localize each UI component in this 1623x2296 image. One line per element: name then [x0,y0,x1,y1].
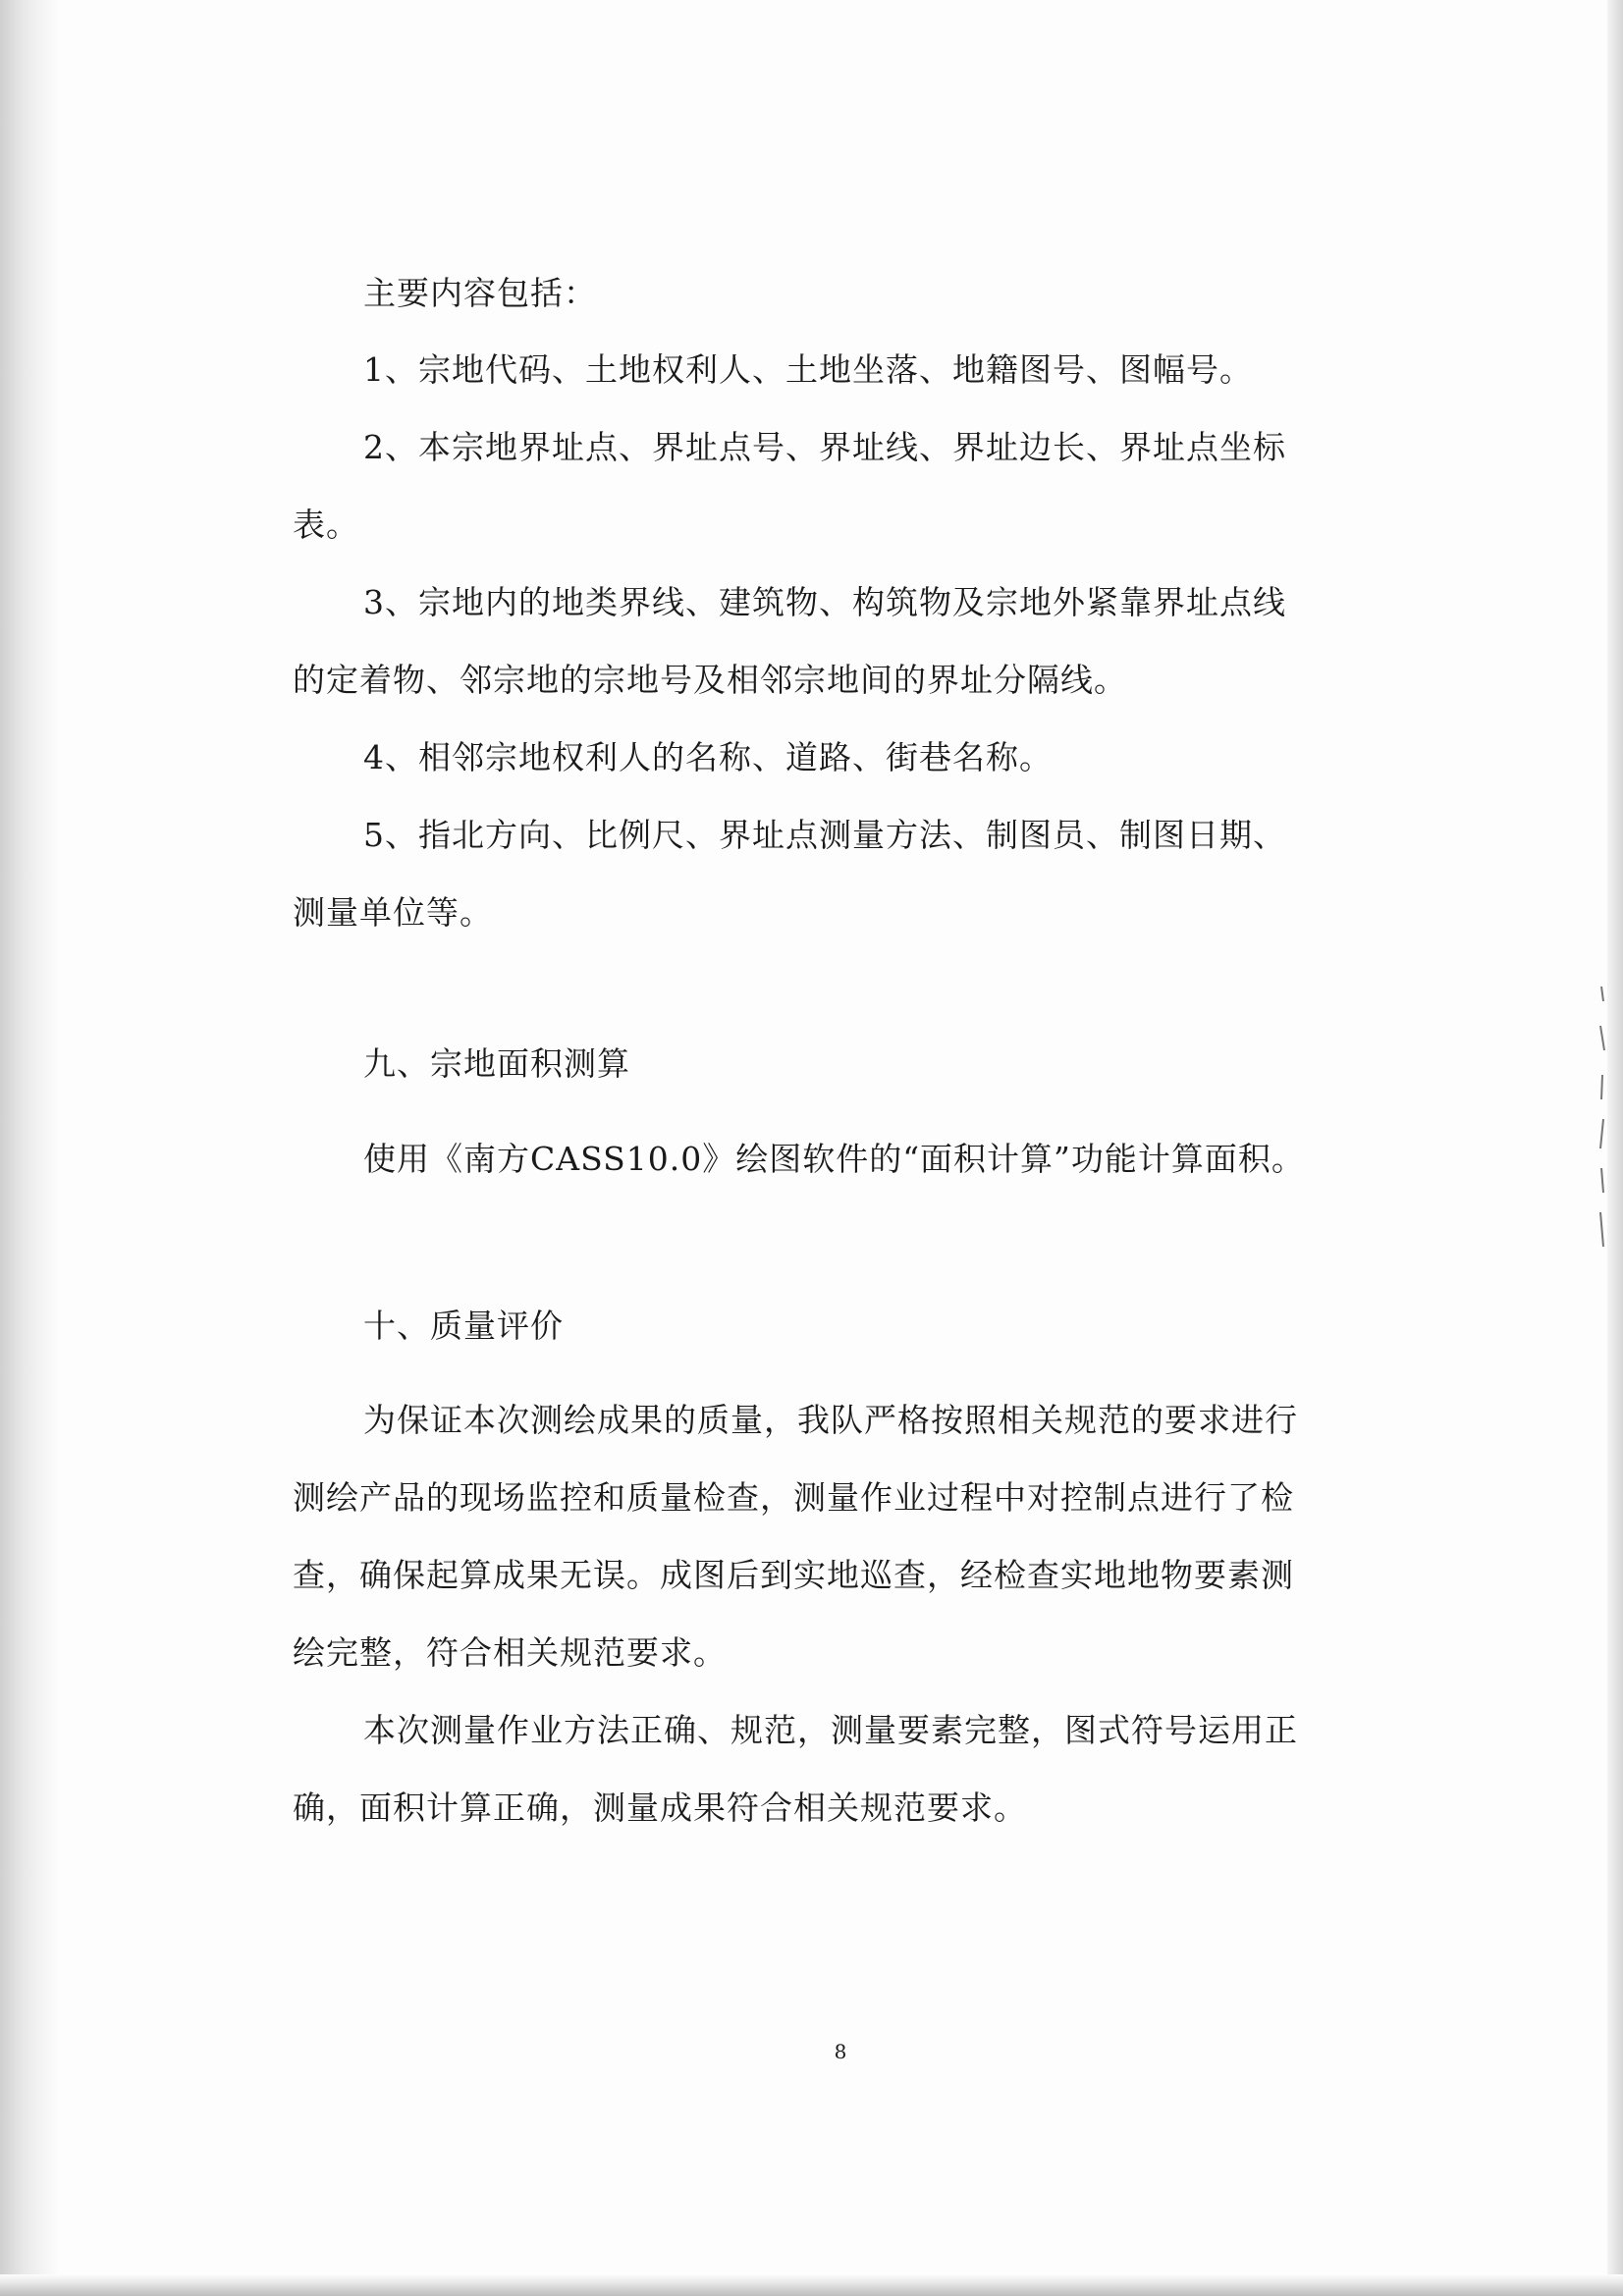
list-item-2-line-1: 2、本宗地界址点、界址点号、界址线、界址边长、界址点坐标 [363,428,1286,466]
section10-para1-line-1: 为保证本次测绘成果的质量，我队严格按照相关规范的要求进行 [363,1401,1298,1439]
list-item-5-line-2: 测量单位等。 [293,893,493,932]
section9-heading: 九、宗地面积测算 [363,1044,630,1083]
list-item-3-line-1: 3、宗地内的地类界线、建筑物、构筑物及宗地外紧靠界址点线 [363,583,1286,621]
section10-para1-line-3: 查，确保起算成果无误。成图后到实地巡查，经检查实地地物要素测 [293,1556,1294,1594]
section10-para1-line-4: 绘完整，符合相关规范要求。 [293,1633,727,1672]
page-number: 8 [834,2040,847,2063]
list-item-5-line-1: 5、指北方向、比例尺、界址点测量方法、制图员、制图日期、 [363,816,1286,854]
section9-body: 使用《南方CASS10.0》绘图软件的“面积计算”功能计算面积。 [363,1140,1305,1178]
list-item-2-line-2: 表。 [293,506,359,544]
list-item-4: 4、相邻宗地权利人的名称、道路、街巷名称。 [363,738,1053,776]
scan-edge-bottom [0,2274,1623,2296]
section10-heading: 十、质量评价 [363,1307,564,1345]
binding-marks [1596,982,1609,1256]
list-item-1: 1、宗地代码、土地权利人、土地坐落、地籍图号、图幅号。 [363,350,1253,389]
scan-edge-right [1607,0,1623,2296]
section10-para2-line-1: 本次测量作业方法正确、规范，测量要素完整，图式符号运用正 [363,1711,1298,1749]
section10-para1-line-2: 测绘产品的现场监控和质量检查，测量作业过程中对控制点进行了检 [293,1478,1294,1517]
list-item-3-line-2: 的定着物、邻宗地的宗地号及相邻宗地间的界址分隔线。 [293,661,1127,699]
content-intro: 主要内容包括： [363,274,597,312]
section10-para2-line-2: 确，面积计算正确，测量成果符合相关规范要求。 [293,1789,1027,1827]
scan-edge-left [0,0,59,2296]
